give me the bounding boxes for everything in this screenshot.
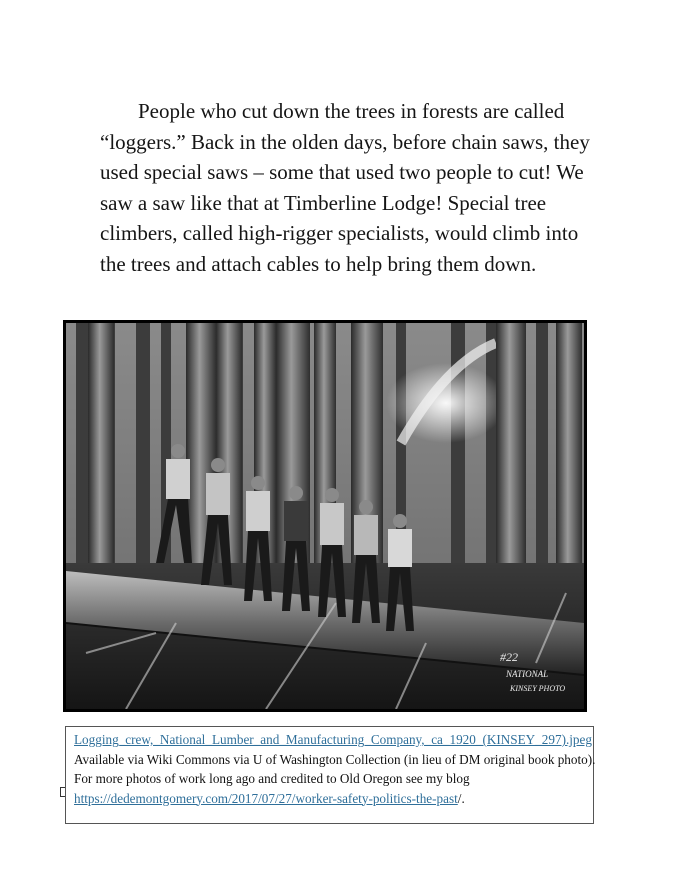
inscription-company: NATIONAL — [506, 669, 549, 679]
body-paragraph — [100, 96, 590, 280]
logging-crew-photo — [63, 320, 587, 712]
caption-blog-intro-line: For more photos of work long ago and credited to Old Oregon see my blog — [74, 771, 470, 786]
paragraph-line-6: the trees and attach cables to help bring them down. — [100, 251, 537, 276]
paragraph-line-5: climbers, called high-rigger specialists, would climb into — [100, 221, 579, 246]
inscription-photographer: KINSEY PHOTO — [510, 684, 566, 693]
paragraph-line-2: “loggers.” Back in the olden days, before chain saws, they — [100, 129, 590, 154]
photo-caption-box — [65, 726, 594, 824]
paragraph-line-3: used special saws – some that used two people to cut! We — [100, 160, 584, 185]
photo-illustration — [66, 323, 584, 709]
anchor-marker — [60, 787, 65, 797]
inscription-number: #22 — [500, 650, 518, 664]
paragraph-line-4: saw a saw like that at Timberline Lodge! Special tree — [100, 190, 547, 215]
paragraph-line-1: People who cut down the trees in forests are called — [138, 99, 565, 123]
photo-file-link[interactable]: Logging_crew,_National_Lumber_and_Manufacturing_Company,_ca_1920_(KINSEY_297).jpeg — [74, 732, 592, 747]
blog-link-suffix: /. — [457, 790, 465, 806]
caption-source-line: Available via Wiki Commons via U of Washington Collection (in lieu of DM original book photo). — [74, 751, 596, 767]
blog-link[interactable]: https://dedemontgomery.com/2017/07/27/worker-safety-politics-the-past — [74, 790, 458, 806]
